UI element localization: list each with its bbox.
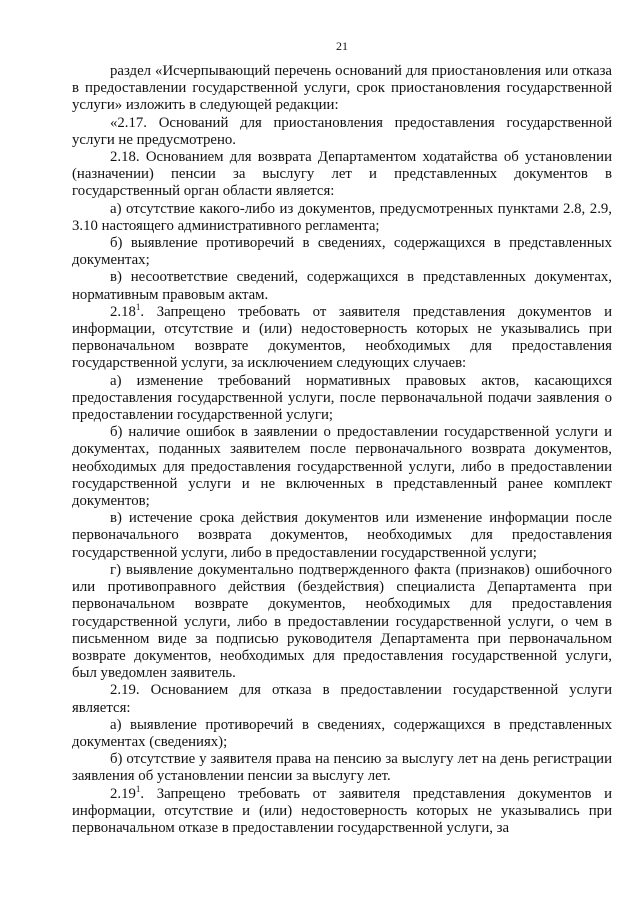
- page-number: 21: [336, 39, 348, 53]
- paragraph-2-19: 2.19. Основанием для отказа в предоставлении государственной услуги является:: [72, 682, 612, 716]
- paragraph-2-18-b: б) выявление противоречий в сведениях, содержащихся в представленных документах;: [72, 235, 612, 269]
- clause-number: 2.18: [110, 303, 136, 320]
- paragraph-2-17: «2.17. Оснований для приостановления предоставления государственной услуги не предусмотрено.: [72, 114, 612, 148]
- clause-superscript: 1: [135, 783, 141, 794]
- clause-text: . Запрещено требовать от заявителя представления документов и информации, отсутствие и (или) недостоверность которых не указывались при первоначальном отказе в предоставлении государственной услуги, за: [72, 785, 612, 836]
- paragraph-2-19-1: [72, 783, 612, 838]
- paragraph-section-intro: раздел «Исчерпывающий перечень оснований для приостановления или отказа в предоставлении государственной услуги, срок приостановления государственной услуги» изложить в следующей редакции:: [72, 63, 612, 114]
- clause-superscript: 1: [135, 301, 141, 312]
- clause-number: 2.19: [110, 785, 136, 802]
- paragraph-2-18-v: в) несоответствие сведений, содержащихся в представленных документах, нормативным правовым актам.: [72, 269, 612, 303]
- paragraph-2-19-a: а) выявление противоречий в сведениях, содержащихся в представленных документах (сведениях);: [72, 716, 612, 750]
- document-body: [72, 63, 612, 837]
- paragraph-2-18-1-a: а) изменение требований нормативных правовых актов, касающихся предоставления государственной услуги, после первоначальной подачи заявления о предоставлении государственной услуги;: [72, 372, 612, 424]
- clause-text: . Запрещено требовать от заявителя представления документов и информации, отсутствие и (или) недостоверность которых не указывались при первоначальном возврате документов, необходимых для предоставления государственной услуги, за исключением следующих случаев:: [72, 303, 612, 372]
- paragraph-2-18-1-g: г) выявление документально подтвержденного факта (признаков) ошибочного или противоправного действия (бездействия) специалиста Департамента при первоначальном возврате документов, необходимых для предоставления государственной услуги, либо в предоставлении государственной услуги, о чем в письменном виде за подписью руководителя Департамента при первоначальном возврате документов, необходимых для предоставления государственной услуги, был уведомлен заявитель.: [72, 561, 612, 682]
- paragraph-2-19-b: б) отсутствие у заявителя права на пенсию за выслугу лет на день регистрации заявления об установлении пенсии за выслугу лет.: [72, 751, 612, 785]
- paragraph-2-18-1-v: в) истечение срока действия документов или изменение информации после первоначального возврата документов, необходимых для предоставления государственной услуги, либо в предоставлении государственной услуги;: [72, 510, 612, 561]
- paragraph-2-18: 2.18. Основанием для возврата Департаментом ходатайства об установлении (назначении) пенсии за выслугу лет и представленных документов в государственный орган области является:: [72, 149, 612, 200]
- paragraph-2-18-a: а) отсутствие какого-либо из документов, предусмотренных пунктами 2.8, 2.9, 3.10 настоящего административного регламента;: [72, 200, 612, 234]
- paragraph-2-18-1: [72, 301, 612, 373]
- paragraph-2-18-1-b: б) наличие ошибок в заявлении о предоставлении государственной услуги и документах, поданных заявителем после первоначального возврата документов, необходимых для предоставления государственной услуги, либо в предоставлении государственной услуги и не включенных в представленный ранее комплект документов;: [72, 424, 612, 510]
